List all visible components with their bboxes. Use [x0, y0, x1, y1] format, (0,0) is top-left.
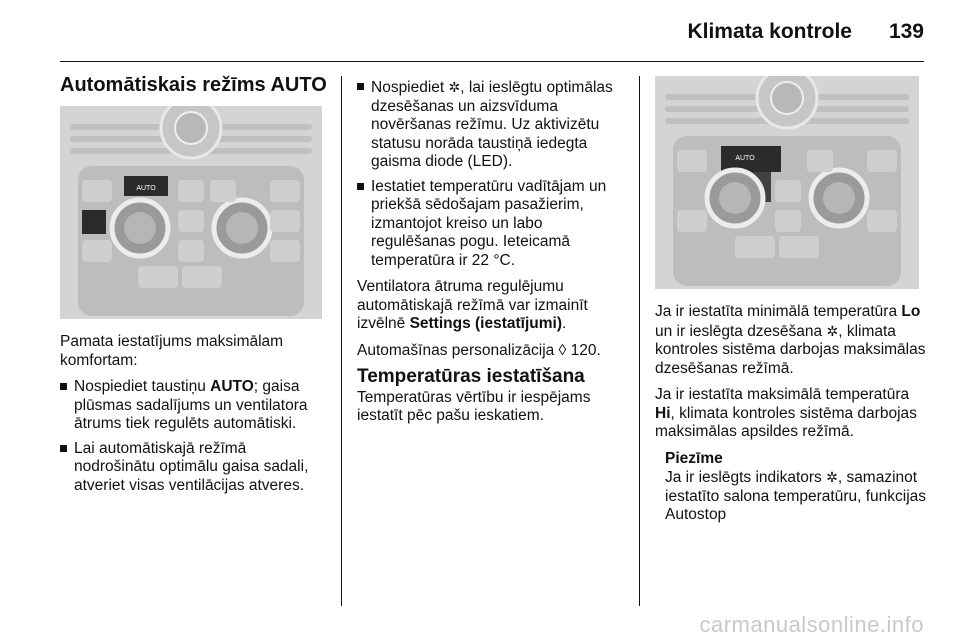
hi-temperature-paragraph: Ja ir iestatīta maksimālā temperatūra Hi, klimata kontroles sistēma darbojas maksimālas apsildes režīmā. — [655, 386, 917, 440]
column-1-body — [60, 333, 330, 503]
temperature-intro: Temperatūras vērtību ir iespējams iestatīt pēc pašu ieskatiem. — [357, 388, 591, 424]
column-3-body — [655, 303, 930, 525]
column-2 — [357, 78, 629, 434]
watermark: carmanualsonline.info — [699, 612, 924, 637]
auto-button-label: AUTO — [735, 155, 755, 162]
section-heading-auto: Automātiskais režīms AUTO — [60, 74, 327, 96]
auto-mode-steps-continued — [357, 78, 629, 270]
ac-snowflake-icon: ✲ — [826, 322, 839, 339]
note-box — [655, 450, 930, 525]
personalization-reference: Automašīnas personalizācija ◊ 120. — [357, 341, 601, 359]
note-text: Ja ir ieslēgts indikators ✲, samazinot iestatīto salona temperatūru, funkcijas Autostop — [665, 469, 927, 523]
fan-speed-paragraph: Ventilatora ātruma regulējumu automātiskajā režīmā var izmainīt izvēlnē Settings (iestatījumi). — [357, 278, 588, 332]
ac-snowflake-icon: ✲ — [826, 469, 838, 485]
note-heading: Piezīme — [665, 449, 723, 467]
section-heading-temperature: Temperatūras iestatīšana — [357, 366, 585, 387]
page-number: 139 — [888, 20, 924, 43]
page-reference-icon: ◊ — [558, 341, 567, 359]
intro-text: Pamata iestatījums maksimālam komfortam: — [60, 333, 284, 369]
column-divider-left — [341, 76, 342, 606]
auto-mode-steps — [60, 378, 330, 495]
auto-button-label: AUTO — [136, 185, 156, 192]
list-item: Lai automātiskajā režīmā nodrošinātu optimālu gaisa sadali, atveriet visas ventilācijas atveres. — [60, 440, 330, 496]
header-rule — [60, 61, 924, 62]
header-title: Klimata kontrole — [687, 20, 852, 43]
climate-panel-photo-left — [60, 106, 322, 319]
ac-snowflake-icon: ✲ — [448, 79, 461, 95]
column-1 — [60, 76, 330, 95]
lo-temperature-paragraph: Ja ir iestatīta minimālā temperatūra Lo un ir ieslēgta dzesēšana ✲, klimata kontroles sistēma darbojas maksimālas dzesēšanas režīmā. — [655, 303, 926, 377]
list-item: Iestatiet temperatūru vadītājam un priekšā sēdošajam pasažierim, izmantojot kreiso un labo regulēšanas pogu. Ieteicamā temperatūra ir 22 °C. — [357, 178, 629, 271]
list-item: Nospiediet ✲, lai ieslēgtu optimālas dzesēšanas un aizsvīduma novēršanas režīmu. Uz aktivizētu statusu norāda taustiņā iedegta gaisma diode (LED). — [357, 78, 629, 172]
column-divider-right — [639, 76, 640, 606]
list-item: Nospiediet taustiņu AUTO; gaisa plūsmas sadalījums un ventilatora ātrums tiek regulēts automātiski. — [60, 378, 330, 434]
climate-panel-photo-right — [655, 76, 919, 289]
